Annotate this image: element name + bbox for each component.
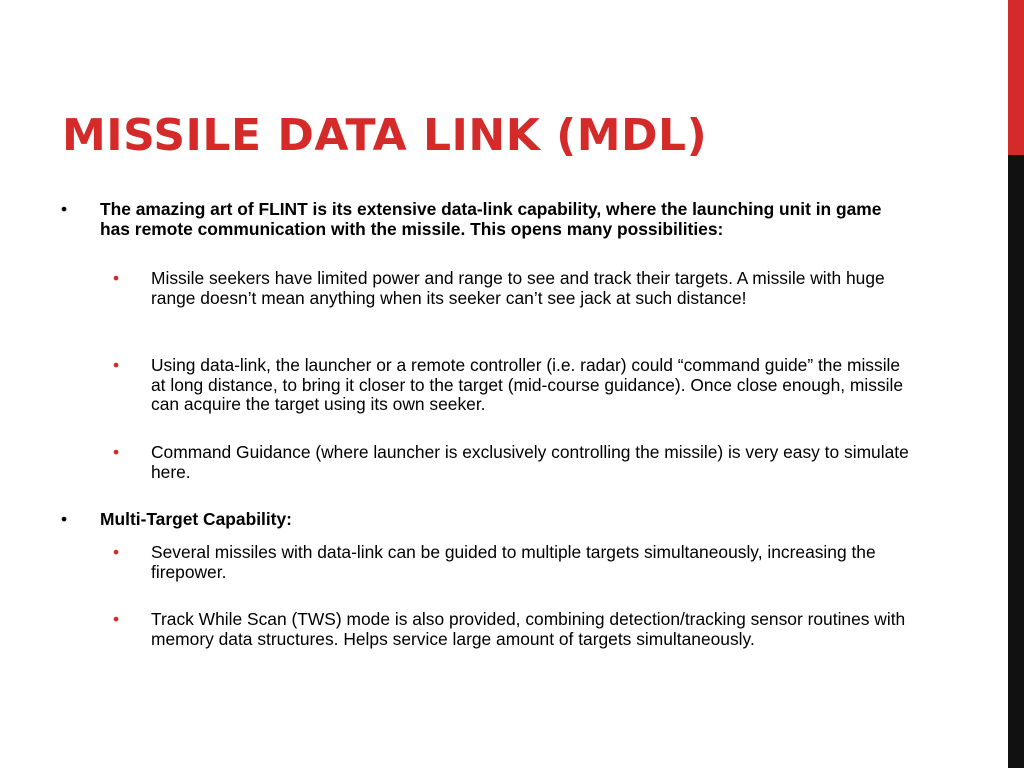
bullet-marker: • — [61, 509, 68, 529]
accent-bar-black — [1008, 155, 1024, 768]
sub-bullet-marker: • — [113, 542, 120, 562]
accent-bar-red — [1008, 0, 1024, 155]
sub-bullet-text: Command Guidance (where launcher is exclusively controlling the missile) is very easy to simulate here. — [151, 442, 909, 482]
sub-bullet-marker: • — [113, 355, 120, 375]
sub-bullet-marker: • — [113, 268, 120, 288]
sub-bullet-text: Several missiles with data-link can be guided to multiple targets simultaneously, increasing the firepower. — [151, 542, 876, 582]
slide-title: MISSILE DATA LINK (MDL) — [62, 110, 708, 161]
bullet-text: The amazing art of FLINT is its extensive data-link capability, where the launching unit in game has remote communication with the missile. This opens many possibilities: — [100, 199, 882, 239]
sub-bullet-text: Track While Scan (TWS) mode is also provided, combining detection/tracking sensor routines with memory data structures. Helps service large amount of targets simultaneously. — [151, 609, 906, 649]
sub-bullet-marker: • — [113, 609, 120, 629]
bullet-text: Multi-Target Capability: — [100, 509, 292, 529]
sub-bullet-text: Using data-link, the launcher or a remote controller (i.e. radar) could “command guide” the missile at long distance, to bring it closer to the target (mid-course guidance). Once close enough, missile can acquire the target using its own seeker. — [151, 355, 904, 414]
bullet-marker: • — [61, 199, 68, 219]
sub-bullet-text: Missile seekers have limited power and range to see and track their targets. A missile with huge range doesn’t mean anything when its seeker can’t see jack at such distance! — [151, 268, 885, 308]
sub-bullet-marker: • — [113, 442, 120, 462]
